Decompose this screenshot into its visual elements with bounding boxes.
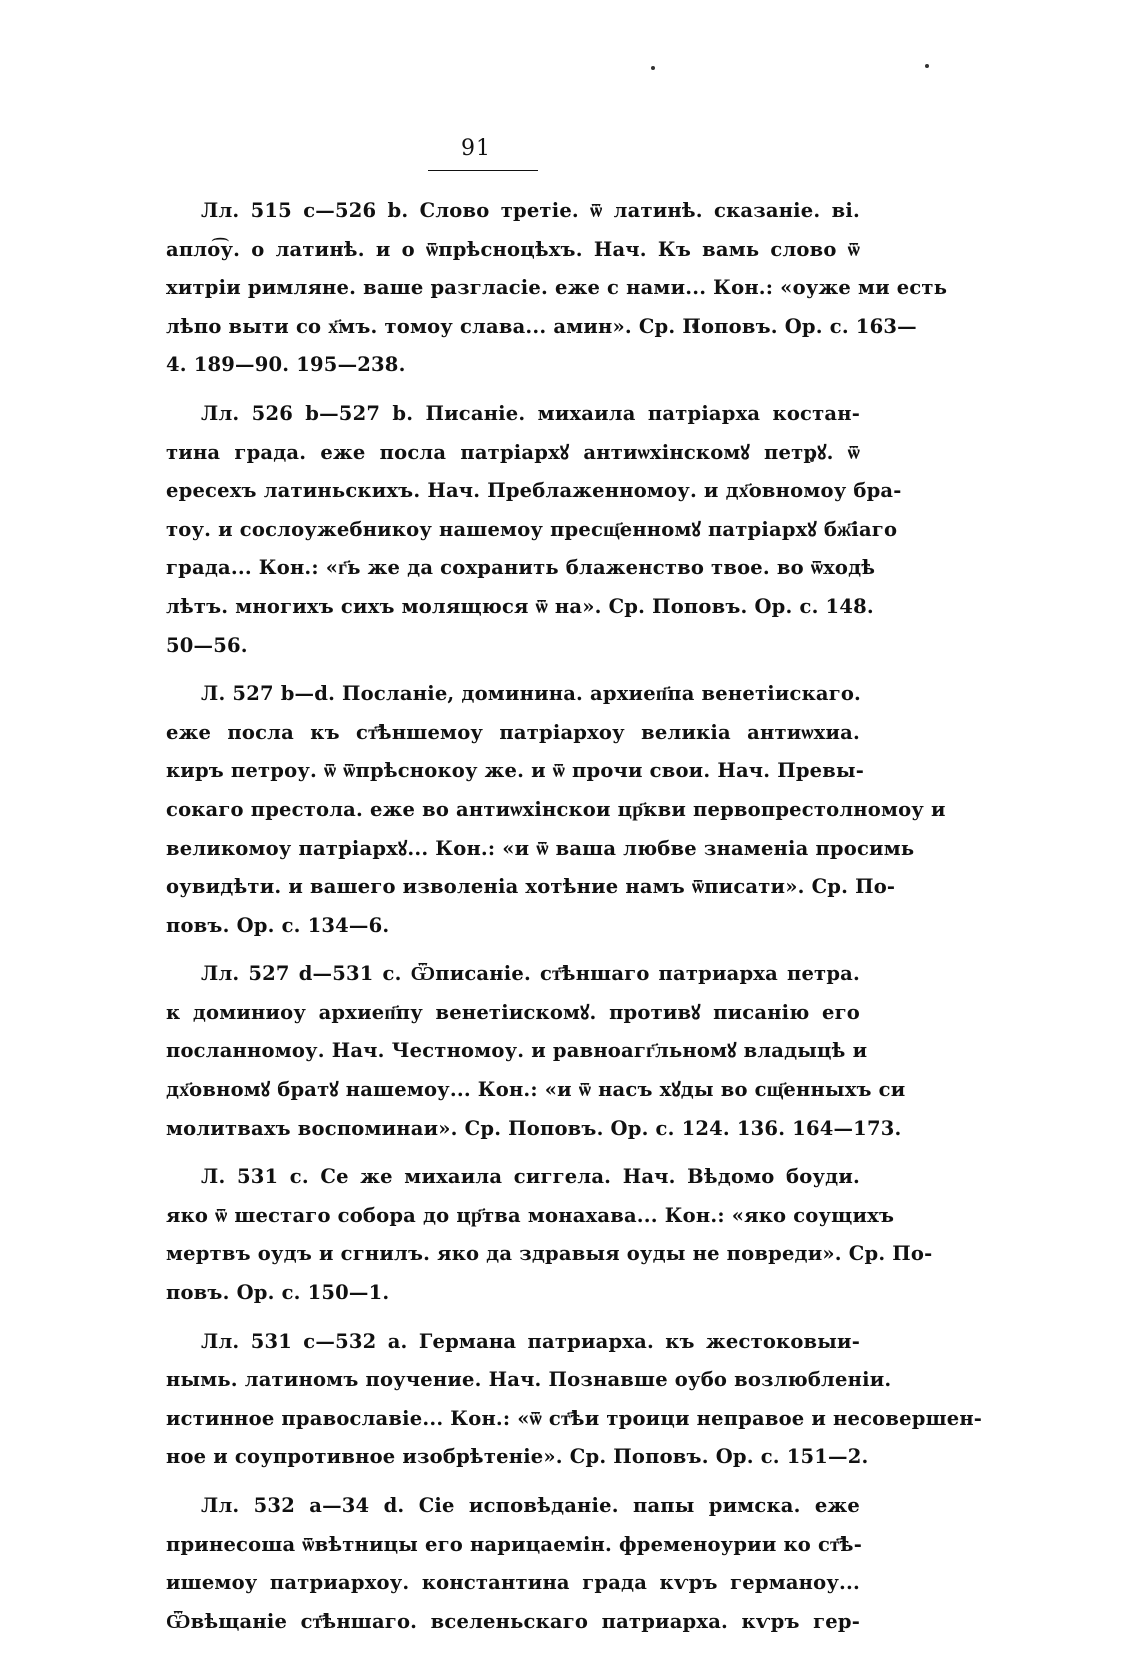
text-line: Ѿвѣщаніе ст҃ѣншаго. вселеньскаго патриарха. кѵръ гер- [166, 1609, 860, 1633]
text-line: оувидѣти. и вашего изволеніа хотѣние намъ ѿписати». Ср. По- [166, 875, 896, 899]
text-line: 4. 189—90. 195—238. [166, 353, 406, 377]
text-line: тина града. еже посла патріархꙋ антиѡхінскомꙋ петрꙋ. ѿ [166, 440, 860, 464]
catalog-entry [166, 1158, 933, 1312]
text-line: к доминиоу архиеп҃пу венетіискомꙋ. противꙋ писанію его [166, 1000, 860, 1024]
page-number-rule [428, 170, 538, 171]
text-line: 50—56. [166, 633, 248, 657]
text-line: посланномоу. Нач. Честномоу. и равноагг҃льномꙋ владыцѣ и [166, 1039, 868, 1063]
print-speck [925, 64, 929, 68]
text-line: еже посла къ ст҃ѣншемоу патріархоу великіа антиѡхиа. [166, 720, 860, 744]
text-line: нымь. латиномъ поучение. Нач. Познавше оубо возлюбленіи. [166, 1368, 892, 1392]
catalog-entry [166, 675, 946, 945]
text-line: повъ. Ор. с. 134—6. [166, 913, 390, 937]
text-line: града... Кон.: «г҃ь же да сохранить блаженство твое. во ѿходѣ [166, 556, 876, 580]
text-line: апло͡у. о латинѣ. и о ѿпрѣсноцѣхъ. Нач. Къ вамь слово ѿ [166, 237, 860, 261]
text-line: великомоу патріархꙋ... Кон.: «и ѿ ваша любве знаменіа просимь [166, 836, 915, 860]
catalog-entry [166, 1487, 863, 1641]
text-line: Л. 527 b—d. Посланіе, доминина. архиеп҃па венетіискаго. [201, 682, 862, 706]
text-line: ишемоу патриархоу. константина града кѵръ германоу... [166, 1571, 860, 1595]
catalog-entry [166, 192, 948, 385]
text-line: Лл. 527 d—531 с. Ѿписаніе. ст҃ѣншаго патриарха петра. [201, 962, 860, 986]
text-line: повъ. Ор. с. 150—1. [166, 1281, 390, 1305]
catalog-entry [166, 1323, 983, 1477]
text-line: Лл. 526 b—527 b. Писаніе. михаила патріарха костан- [201, 401, 860, 425]
catalog-entry [166, 955, 906, 1148]
text-line: сокаго престола. еже во антиѡхінскои цр҃кви первопрестолномоу и [166, 797, 946, 821]
text-line: яко ѿ шестаго собора до цр҃тва монахава... Кон.: «яко соущихъ [166, 1203, 895, 1227]
text-line: лѣтъ. многихъ сихъ молящюся ѿ на». Ср. Поповъ. Ор. с. 148. [166, 594, 874, 618]
text-line: ересехъ латиньскихъ. Нач. Преблаженномоу. и дх҃овномоу бра- [166, 479, 902, 503]
print-speck [651, 66, 655, 70]
text-line: принесоша ѿвѣтницы его нарицаемін. фременоурии ко ст҃ѣ- [166, 1532, 863, 1556]
text-line: молитвахъ воспоминаи». Ср. Поповъ. Ор. с. 124. 136. 164—173. [166, 1116, 902, 1140]
text-line: дх҃овномꙋ братꙋ нашемоу... Кон.: «и ѿ насъ хꙋды во сщ҃енныхъ си [166, 1078, 906, 1102]
text-line: лѣпо выти со х҃мъ. томоу слава... амин». Ср. Поповъ. Ор. с. 163— [166, 314, 917, 338]
text-line: ное и соупротивное изобрѣтеніе». Ср. Поповъ. Ор. с. 151—2. [166, 1445, 869, 1469]
text-line: Лл. 515 с—526 b. Слово третіе. ѿ латинѣ. сказаніе. ві. [201, 199, 860, 222]
text-line: тоу. и сослоужебникоу нашемоу пресщ҃енномꙋ патріархꙋ бж҃іаго [166, 517, 898, 541]
text-line: мертвъ оудъ и сгнилъ. яко да здравыя оуды не повреди». Ср. По- [166, 1242, 933, 1266]
text-line: истинное православіе... Кон.: «ѿ ст҃ѣи троици неправое и несовершен- [166, 1406, 983, 1430]
text-line: Лл. 532 а—34 d. Сіе исповѣданіе. папы римска. еже [201, 1494, 860, 1517]
catalog-text [166, 192, 983, 1651]
text-line: киръ петроу. ѿ ѿпрѣснокоу же. и ѿ прочи свои. Нач. Превы- [166, 759, 865, 783]
page-number: 91 [461, 136, 491, 161]
text-line: хитріи римляне. ваше разгласіе. еже с нами... Кон.: «оуже ми есть [166, 276, 948, 300]
text-line: Л. 531 с. Се же михаила сиггела. Нач. Вѣдомо боуди. [201, 1165, 860, 1189]
text-line: Лл. 531 с—532 а. Германа патриарха. къ жестоковыи- [201, 1329, 860, 1353]
catalog-entry [166, 395, 902, 665]
